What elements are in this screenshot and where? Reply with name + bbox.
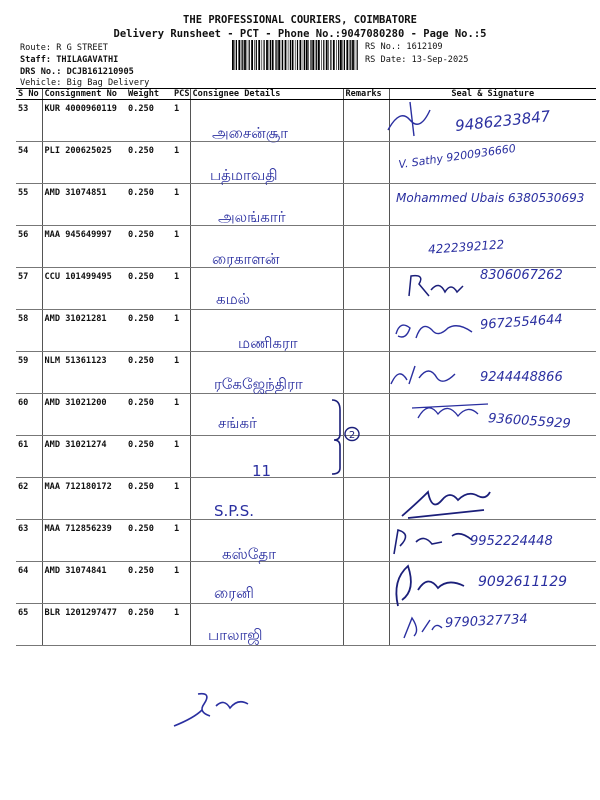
consignment-cell-text: AMD 31021281	[44, 314, 107, 324]
consignment-cell-text: AMD 31021200	[44, 398, 107, 408]
consignee-cell	[190, 562, 343, 604]
remarks-cell	[343, 562, 389, 604]
consignment-cell-text: KUR 4000960119	[44, 104, 117, 114]
pcs-cell	[172, 100, 190, 142]
consignment-cell	[42, 394, 126, 436]
signature-phone: 9790327734	[444, 611, 529, 632]
pcs-cell-text: 1	[174, 230, 180, 240]
remarks-cell	[343, 310, 389, 352]
col-sno: S No	[16, 89, 42, 100]
pcs-cell	[172, 184, 190, 226]
consignment-cell-text: CCU 101499495	[44, 272, 112, 282]
consignment-cell-text: BLR 1201297477	[44, 608, 117, 618]
pcs-cell-text: 1	[174, 482, 180, 492]
route-label: Route: R G STREET	[20, 43, 108, 53]
pcs-cell	[172, 478, 190, 520]
weight-cell-text: 0.250	[128, 482, 154, 492]
consignment-cell	[42, 478, 126, 520]
barcode-image	[232, 40, 360, 70]
signature-scribble	[392, 314, 477, 346]
signature-scribble	[408, 394, 493, 424]
sno-cell-text: 62	[18, 482, 29, 492]
runsheet-subtitle: Delivery Runsheet - PCT - Phone No.:9047080280 - Page No.:5	[113, 28, 487, 40]
signature-phone: V. Sathy 9200936660	[397, 141, 517, 172]
weight-cell	[126, 394, 172, 436]
drs-label: DRS No.: DCJB161210905	[20, 67, 134, 77]
sno-cell-text: 57	[18, 272, 29, 282]
consignment-cell	[42, 142, 126, 184]
pcs-cell	[172, 268, 190, 310]
consignee-cell	[190, 478, 343, 520]
weight-cell-text: 0.250	[128, 566, 154, 576]
weight-cell	[126, 100, 172, 142]
pcs-cell	[172, 394, 190, 436]
weight-cell-text: 0.250	[128, 314, 154, 324]
table-row	[16, 226, 596, 268]
consignment-cell	[42, 310, 126, 352]
handwritten-name: ரகேஜேந்திரா	[214, 375, 303, 393]
consignment-cell-text: NLM 51361123	[44, 356, 107, 366]
weight-cell-text: 0.250	[128, 608, 154, 618]
pcs-cell-text: 1	[174, 566, 180, 576]
consignment-cell-text: MAA 712180172	[44, 482, 112, 492]
signature-phone: 9952224448	[470, 534, 553, 549]
sno-cell	[16, 436, 42, 478]
signature-scribble	[380, 100, 460, 140]
signature-phone: 8306067262	[480, 268, 563, 283]
signature-cell	[389, 436, 596, 478]
sno-cell	[16, 268, 42, 310]
sno-cell-text: 53	[18, 104, 29, 114]
pcs-cell	[172, 604, 190, 646]
col-pcs: PCS	[174, 89, 190, 99]
table-row	[16, 436, 596, 478]
signature-phone: 4222392122	[427, 237, 505, 257]
weight-cell	[126, 478, 172, 520]
remarks-cell	[343, 604, 389, 646]
pcs-cell	[172, 226, 190, 268]
remarks-cell	[343, 478, 389, 520]
handwritten-name: கஸ்தோ	[222, 545, 276, 563]
sno-cell-text: 56	[18, 230, 29, 240]
col-consignment: Consignment No	[42, 89, 126, 100]
pcs-cell	[172, 520, 190, 562]
pcs-cell-text: 1	[174, 356, 180, 366]
remarks-cell	[343, 520, 389, 562]
consignment-cell	[42, 436, 126, 478]
handwritten-name: பத்மாவதி	[210, 166, 278, 184]
pcs-cell-text: 1	[174, 440, 180, 450]
sno-cell	[16, 310, 42, 352]
sno-cell-text: 61	[18, 440, 29, 450]
signature-phone: 9244448866	[480, 370, 563, 385]
sno-cell-text: 64	[18, 566, 29, 576]
sno-cell	[16, 604, 42, 646]
circled-number: 2	[348, 430, 356, 441]
handwritten-name: சங்கர்	[218, 414, 257, 432]
weight-cell-text: 0.250	[128, 272, 154, 282]
weight-cell-text: 0.250	[128, 188, 154, 198]
consignment-cell-text: AMD 31074851	[44, 188, 107, 198]
weight-cell	[126, 310, 172, 352]
remarks-cell	[343, 184, 389, 226]
pcs-cell	[172, 436, 190, 478]
sno-cell	[16, 562, 42, 604]
pcs-cell-text: 1	[174, 398, 180, 408]
pcs-cell-text: 1	[174, 146, 180, 156]
consignment-cell	[42, 520, 126, 562]
consignment-cell	[42, 226, 126, 268]
sno-cell	[16, 352, 42, 394]
handwritten-name: அசைன்சூா	[212, 124, 288, 142]
sno-cell-text: 63	[18, 524, 29, 534]
sno-cell	[16, 478, 42, 520]
signature-phone: 9360055929	[487, 411, 572, 432]
consignment-cell	[42, 604, 126, 646]
pcs-cell-text: 1	[174, 524, 180, 534]
pcs-cell-text: 1	[174, 272, 180, 282]
weight-cell-text: 0.250	[128, 356, 154, 366]
col-remarks: Remarks	[343, 89, 389, 100]
weight-cell-text: 0.250	[128, 524, 154, 534]
weight-cell-text: 0.250	[128, 230, 154, 240]
weight-cell	[126, 352, 172, 394]
weight-cell-text: 0.250	[128, 398, 154, 408]
handwritten-name: ரைகாளன்	[212, 250, 280, 268]
signature-phone: 9092611129	[478, 574, 568, 590]
handwritten-name: S.P.S.	[214, 502, 255, 520]
weight-cell-text: 0.250	[128, 104, 154, 114]
weight-cell	[126, 226, 172, 268]
weight-cell	[126, 436, 172, 478]
company-title: THE PROFESSIONAL COURIERS, COIMBATORE	[183, 14, 417, 26]
consignment-cell-text: MAA 945649997	[44, 230, 112, 240]
handwritten-name: அலங்கார்	[218, 208, 286, 226]
rs-number: RS No.: 1612109	[365, 42, 443, 52]
handwritten-name: கமல்	[216, 290, 251, 308]
handwritten-name: பாலாஜி	[208, 626, 263, 644]
signature-phone: 9672554644	[479, 312, 564, 333]
remarks-cell	[343, 268, 389, 310]
remarks-cell	[343, 142, 389, 184]
signature-phone: Mohammed Ubais 6380530693	[396, 191, 585, 205]
bottom-signature-scribble	[168, 682, 263, 732]
signature-phone: 9486233847	[454, 107, 552, 135]
sno-cell	[16, 226, 42, 268]
remarks-cell	[343, 226, 389, 268]
table-row	[16, 478, 596, 520]
sno-cell-text: 58	[18, 314, 29, 324]
pcs-cell-text: 1	[174, 314, 180, 324]
weight-cell	[126, 520, 172, 562]
consignment-cell	[42, 100, 126, 142]
sno-cell	[16, 184, 42, 226]
pcs-cell-text: 1	[174, 188, 180, 198]
col-weight: Weight	[126, 89, 172, 100]
weight-cell	[126, 604, 172, 646]
rs-date: RS Date: 13-Sep-2025	[365, 55, 469, 65]
sno-cell-text: 65	[18, 608, 29, 618]
pcs-cell	[172, 352, 190, 394]
col-consignee: Consignee Details	[190, 89, 343, 100]
consignment-cell	[42, 268, 126, 310]
bracket-mark	[330, 398, 360, 476]
pcs-cell	[172, 310, 190, 352]
consignment-cell	[42, 562, 126, 604]
weight-cell	[126, 268, 172, 310]
consignment-cell-text: MAA 712856239	[44, 524, 112, 534]
weight-cell	[126, 142, 172, 184]
consignment-cell-text: AMD 31074841	[44, 566, 107, 576]
handwritten-name: 11	[252, 462, 272, 480]
col-signature: Seal & Signature	[389, 89, 596, 100]
sno-cell	[16, 142, 42, 184]
handwritten-name: ரைனி	[214, 584, 254, 602]
pcs-cell-text: 1	[174, 104, 180, 114]
consignment-cell	[42, 184, 126, 226]
pcs-cell	[172, 562, 190, 604]
consignee-cell	[190, 394, 343, 436]
sno-cell	[16, 394, 42, 436]
weight-cell	[126, 184, 172, 226]
weight-cell	[126, 562, 172, 604]
weight-cell-text: 0.250	[128, 146, 154, 156]
consignment-cell-text: PLI 200625025	[44, 146, 112, 156]
sno-cell-text: 59	[18, 356, 29, 366]
sno-cell-text: 55	[18, 188, 29, 198]
sno-cell	[16, 520, 42, 562]
remarks-cell	[343, 352, 389, 394]
weight-cell-text: 0.250	[128, 440, 154, 450]
signature-scribble	[385, 358, 475, 392]
signature-scribble	[400, 612, 445, 642]
consignment-cell	[42, 352, 126, 394]
vehicle-label: Vehicle: Big Bag Delivery	[20, 78, 150, 88]
signature-scribble	[388, 560, 473, 610]
consignment-cell-text: AMD 31021274	[44, 440, 107, 450]
consignee-cell	[190, 268, 343, 310]
signature-scribble	[398, 482, 493, 522]
sno-cell-text: 54	[18, 146, 29, 156]
pcs-cell	[172, 142, 190, 184]
signature-scribble	[388, 524, 478, 560]
handwritten-name: மணிகரா	[238, 334, 298, 352]
table-header	[16, 89, 596, 100]
sno-cell	[16, 100, 42, 142]
staff-label: Staff: THILAGAVATHI	[20, 55, 119, 65]
pcs-cell-text: 1	[174, 608, 180, 618]
sno-cell-text: 60	[18, 398, 29, 408]
runsheet-table	[16, 88, 596, 646]
signature-scribble	[405, 270, 485, 300]
